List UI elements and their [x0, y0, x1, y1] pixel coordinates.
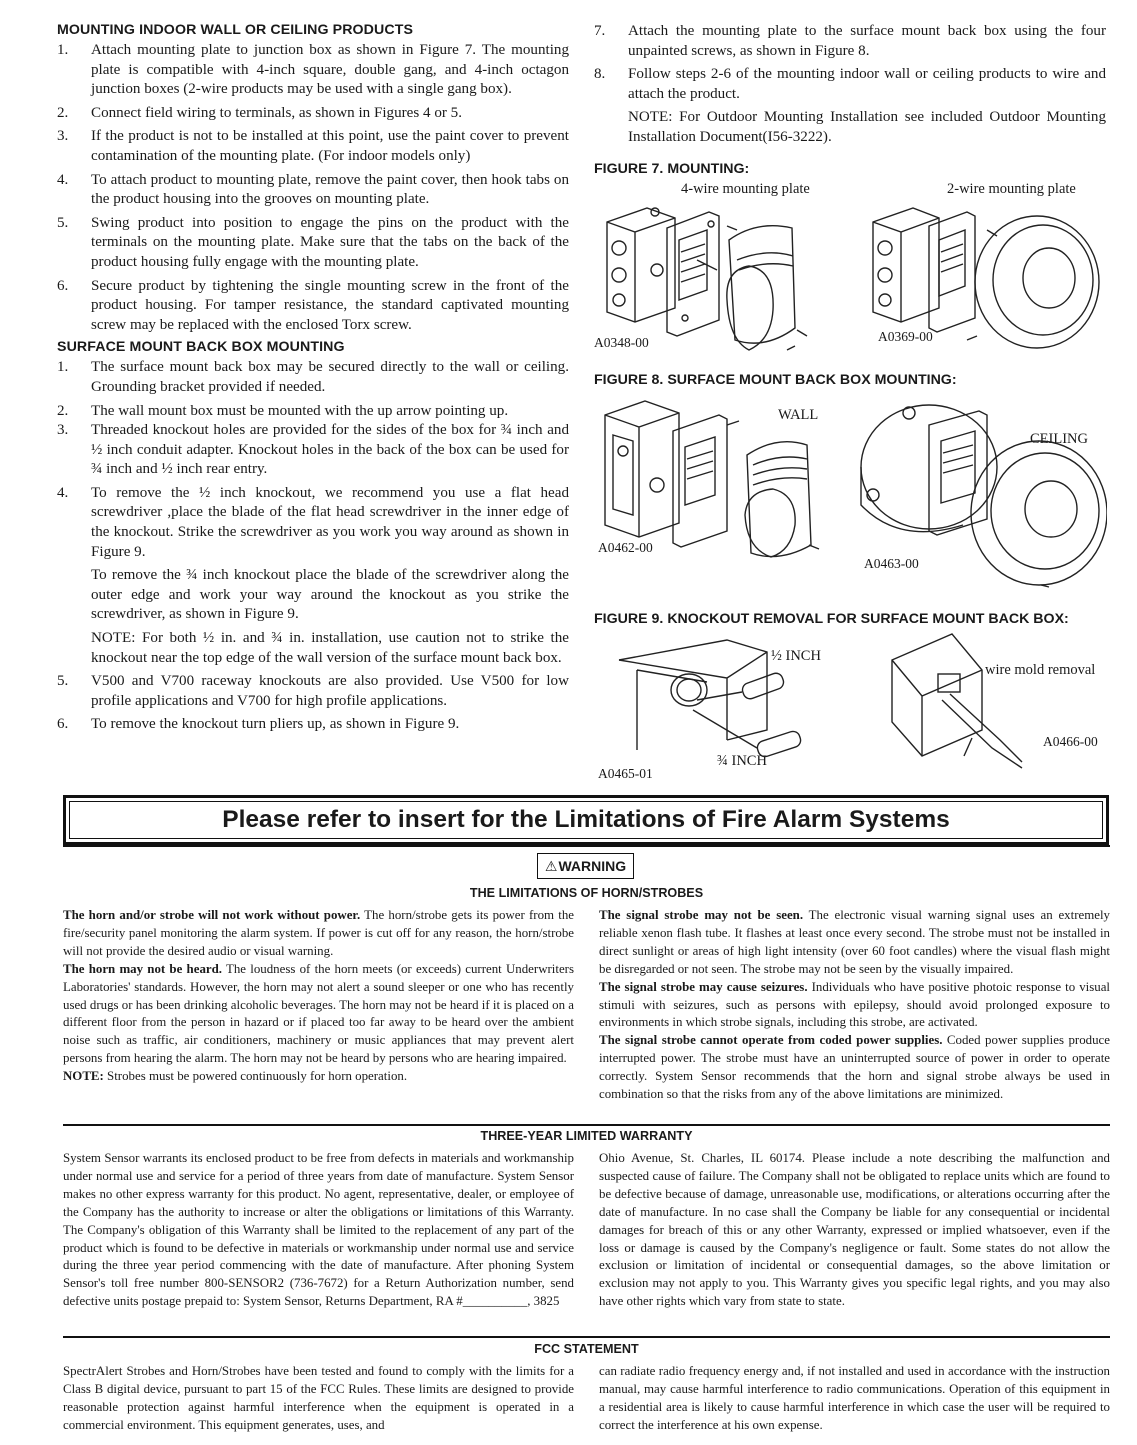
- step-number: 7.: [594, 23, 606, 39]
- step-number: 5.: [57, 214, 69, 231]
- surface-section-title: SURFACE MOUNT BACK BOX MOUNTING: [57, 339, 345, 356]
- figure-8-title: FIGURE 8. SURFACE MOUNT BACK BOX MOUNTING:: [594, 372, 957, 388]
- figure-9-label-three-quarter-inch: ¾ INCH: [717, 753, 767, 769]
- paragraph-body: Individuals who have positive photoic response to visual stimuli with seizures, such as persons with epilepsy, should avoid prolonged exposure to environments in which strobe signals, including this strobe, are activated.: [599, 979, 1110, 1030]
- list-item: [57, 358, 569, 397]
- step-number: 3.: [57, 128, 69, 145]
- list-item: [57, 421, 569, 480]
- figure-7-title: FIGURE 7. MOUNTING:: [594, 161, 750, 177]
- list-item: [57, 277, 569, 336]
- list-item: [594, 22, 1106, 61]
- step-number: 5.: [57, 673, 69, 690]
- divider: [63, 1336, 1110, 1338]
- mounting-section-title: MOUNTING INDOOR WALL OR CEILING PRODUCTS: [57, 22, 414, 38]
- paragraph-body: The loudness of the horn meets (or exceeds) current Underwriters Laboratories' standards. However, the horn may not alert a sound sleeper or one who has recently used drugs or has been drinking alcoholic beverages. The horn may not be heard if it is placed on a different floor from the person in hazard or if placed too far away to be heard over the ambient noise such as traffic, air conditioners, machinery or music appliances that may prevent alert persons from hearing the alarm. The horn may not be heard by persons who are hearing impaired.: [63, 961, 574, 1066]
- step-number: 4.: [57, 171, 69, 188]
- list-item: [57, 672, 569, 711]
- step-note: NOTE: For Outdoor Mounting Installation see included Outdoor Mounting Installation Document(I56-3222).: [628, 109, 1106, 145]
- paragraph-lead: The signal strobe may not be seen.: [599, 908, 804, 922]
- divider: [63, 845, 1110, 847]
- paragraph: [599, 1032, 1110, 1104]
- figure-9-code-a: A0465-01: [598, 766, 653, 781]
- paragraph: [63, 907, 574, 961]
- paragraph-lead: The horn and/or strobe will not work without power.: [63, 908, 361, 922]
- step-number: 2.: [57, 104, 69, 121]
- figure-8-label-ceiling: CEILING: [1030, 431, 1088, 447]
- figure-8-code-b: A0463-00: [864, 556, 919, 571]
- step-text: If the product is not to be installed at this point, use the paint cover to prevent contamination of the mounting plate. (For indoor models only): [91, 128, 569, 164]
- list-item: [57, 402, 569, 422]
- warning-badge-label: WARNING: [558, 858, 627, 874]
- step-number: 6.: [57, 277, 69, 294]
- list-item: [57, 104, 569, 124]
- warranty-right-text: [599, 1150, 1110, 1311]
- figure-9-drawing: [597, 630, 1107, 780]
- fcc-right-text: [599, 1363, 1110, 1435]
- step-number: 1.: [57, 359, 69, 376]
- step-text: Threaded knockout holes are provided for the sides of the box for ¾ inch and ½ inch conduit adapter. Knockout holes in the back of the box can be used for ¾ inch and ½ inch rear entry.: [91, 422, 569, 478]
- wire-mold-pliers-illustration: [892, 634, 1022, 768]
- step-text: Follow steps 2-6 of the mounting indoor wall or ceiling products to wire and attach the product.: [628, 66, 1106, 102]
- figure-7-drawing: [597, 200, 1107, 362]
- step-number: 4.: [57, 484, 69, 501]
- step-number: 1.: [57, 42, 69, 58]
- warranty-heading: THREE-YEAR LIMITED WARRANTY: [480, 1129, 693, 1143]
- paragraph-lead: NOTE:: [63, 1069, 104, 1084]
- list-item: [57, 484, 569, 668]
- step-text: The wall mount box must be mounted with the up arrow pointing up.: [91, 402, 509, 419]
- step-note: NOTE: For both ½ in. and ¾ in. installation, use caution not to strike the knockout near the top edge of the wall version of the surface mount back box.: [91, 630, 569, 666]
- step-paragraph: To remove the ¾ inch knockout place the blade of the screwdriver along the outer edge and work your way around the knockout as you strike the screwdriver, as shown in Figure 9.: [91, 567, 569, 623]
- step-text: Secure product by tightening the single mounting screw in the front of the product housing. For tamper resistance, the standard captivated mounting screw may be replaced with the enclosed Torx screw.: [91, 277, 569, 333]
- paragraph-body: Coded power supplies produce interrupted power. The strobe must have an uninterrupted source of power in order to operate correctly. System Sensor recommends that the horn and signal strobe always be used in combination so that the risks from any of the above limitations are minimized.: [599, 1033, 1110, 1102]
- figure-7-label-4wire: 4-wire mounting plate: [681, 181, 810, 197]
- paragraph: can radiate radio frequency energy and, if not installed and used in accordance with the instruction manual, may cause harmful interference to radio communications. Operation of this equipment in a residential area is likely to cause harmful interference in which case the user will be required to correct the interference at his own expense.: [599, 1364, 1110, 1432]
- horn-strobe-limitations-heading: THE LIMITATIONS OF HORN/STROBES: [469, 886, 704, 900]
- step-number: 6.: [57, 716, 69, 733]
- step-text: To attach product to mounting plate, remove the paint cover, then hook tabs on the product housing into the grooves on mounting plate.: [91, 171, 569, 208]
- paragraph: [63, 961, 574, 1068]
- step-number: 8.: [594, 66, 606, 83]
- paragraph-body: The electronic visual warning signal uses an extremely reliable xenon flash tube. It flashes at least once every second. The strobe must not be installed in direct sunlight or areas of high light intensity (over 60 foot candles) where the visual flash might be disregarded or not seen. The strobe may not be seen by the visually impaired.: [599, 908, 1110, 976]
- list-item: [57, 127, 569, 166]
- step-text: Swing product into position to engage the pins on the product with the terminals on the mounting plate. Make sure that the tabs on the back of the product housing fully engage with the mounting plate.: [91, 214, 569, 270]
- figure-7-label-2wire: 2-wire mounting plate: [947, 181, 1076, 197]
- surface-steps: [57, 358, 569, 735]
- list-item: [594, 65, 1106, 147]
- figure-9-code-b: A0466-00: [1043, 734, 1098, 749]
- step-text: V500 and V700 raceway knockouts are also provided. Use V500 for low profile applications and V700 for high profile applications.: [91, 673, 569, 709]
- limitations-banner: [63, 795, 1109, 845]
- figure-9-label-half-inch: ½ INCH: [771, 648, 821, 664]
- step-text: To remove the ½ inch knockout, we recommend you use a flat head screwdriver ,place the blade of the flat head screwdriver in the inner edge of the knockout. Strike the screwdriver as you work you way around as shown in Figure 9.: [91, 484, 569, 560]
- paragraph: System Sensor warrants its enclosed product to be free from defects in materials and workmanship under normal use and service for a period of three years from date of manufacture. System Sensor makes no other express warranty for this product. No agent, representative, dealer, or employee of the Company has the authority to increase or alter the obligations or limitations of this Warranty. The Company's obligation of this Warranty shall be limited to the replacement of any part of the product which is found to be defective in materials or workmanship under normal use and service during the three year period commencing with the date of manufacture. After phoning System Sensor's toll free number 800-SENSOR2 (736-7672) for a Return Authorization number, send defective units postage prepaid to: System Sensor, Returns Department, RA #__________, 3825: [63, 1151, 574, 1309]
- paragraph-lead: The signal strobe cannot operate from coded power supplies.: [599, 1033, 943, 1048]
- warranty-left-text: [63, 1150, 574, 1311]
- step-text: To remove the knockout turn pliers up, as shown in Figure 9.: [91, 716, 460, 733]
- left-column: [57, 22, 569, 739]
- step-text: Attach mounting plate to junction box as shown in Figure 7. The mounting plate is compatible with 4-inch square, double gang, and 4-inch octagon junction boxes (2-wire products may be used with a single gang box).: [91, 42, 569, 98]
- list-item: [57, 214, 569, 273]
- figure-9-label-wire-mold: wire mold removal: [985, 662, 1096, 678]
- wall-horn-strobe-illustration: [697, 226, 807, 350]
- paragraph: Ohio Avenue, St. Charles, IL 60174. Please include a note describing the malfunction and suspected cause of failure. The Company shall not be obligated to replace units which are found to be defective because of damage, unreasonable use, modifications, or alterations occurring after the date of manufacture. In no case shall the Company be liable for any consequential or incidental damages for breach of this or any other Warranty, expressed or implied whatsoever, even if the loss or damage is caused by the Company's negligence or fault. Some states do not allow the exclusion or limitation of incidental or consequential damages, so the above limitation or exclusion may not apply to you. This Warranty gives you specific legal rights, and you may also have other rights which vary from state to state.: [599, 1151, 1110, 1309]
- list-item: [57, 715, 569, 735]
- figure-8-code-a: A0462-00: [598, 540, 653, 555]
- figure-7-code-b: A0369-00: [878, 329, 933, 344]
- paragraph-body: Strobes must be powered continuously for horn operation.: [103, 1069, 408, 1084]
- junction-box-illustration: [607, 208, 675, 322]
- paragraph: [599, 979, 1110, 1033]
- step-number: 3.: [57, 422, 69, 439]
- warning-triangle-icon: ⚠: [544, 857, 558, 874]
- figure-8-drawing: [597, 395, 1107, 595]
- warning-badge: [537, 853, 634, 879]
- divider: [63, 1124, 1110, 1126]
- paragraph-lead: The horn may not be heard.: [63, 961, 222, 976]
- step-text: Attach the mounting plate to the surface mount back box using the four unpainted screws, as shown in Figure 8.: [628, 23, 1106, 59]
- ceiling-assembly-illustration: [873, 208, 1099, 348]
- list-item: [57, 171, 569, 210]
- paragraph-lead: The signal strobe may cause seizures.: [599, 979, 808, 994]
- paragraph: [599, 907, 1110, 979]
- banner-text: Please refer to insert for the Limitations of Fire Alarm Systems: [222, 806, 950, 833]
- step-text: Connect field wiring to terminals, as shown in Figures 4 or 5.: [91, 104, 463, 121]
- step-text: The surface mount back box may be secured directly to the wall or ceiling. Grounding bracket provided if needed.: [91, 359, 569, 395]
- mounting-steps: [57, 41, 569, 335]
- paragraph-body: The horn/strobe gets its power from the fire/security panel monitoring the alarm system. If power is cut off for any reason, the horn/strobe will not provide the desired audio or visual warning.: [63, 908, 574, 958]
- figure-7-code-a: A0348-00: [594, 335, 649, 350]
- warning-right-text: [599, 907, 1110, 1104]
- fcc-heading: FCC STATEMENT: [534, 1342, 639, 1356]
- warning-left-text: [63, 907, 574, 1086]
- figure-9-title: FIGURE 9. KNOCKOUT REMOVAL FOR SURFACE MOUNT BACK BOX:: [594, 611, 1069, 627]
- step-number: 2.: [57, 402, 69, 419]
- right-column: [594, 22, 1106, 152]
- paragraph: SpectrAlert Strobes and Horn/Strobes have been tested and found to comply with the limits for a Class B digital device, pursuant to part 15 of the FCC Rules. These limits are designed to provide reasonable protection against harmful interference when the equipment is operated in a commercial environment. This equipment generates, uses, and: [63, 1364, 574, 1432]
- figure-8-label-wall: WALL: [778, 407, 819, 423]
- fcc-left-text: [63, 1363, 574, 1435]
- wall-back-box-illustration: [605, 401, 819, 557]
- right-steps: [594, 22, 1106, 148]
- list-item: [57, 41, 569, 100]
- paragraph: [63, 1068, 574, 1086]
- knockout-screwdriver-illustration: [619, 640, 802, 758]
